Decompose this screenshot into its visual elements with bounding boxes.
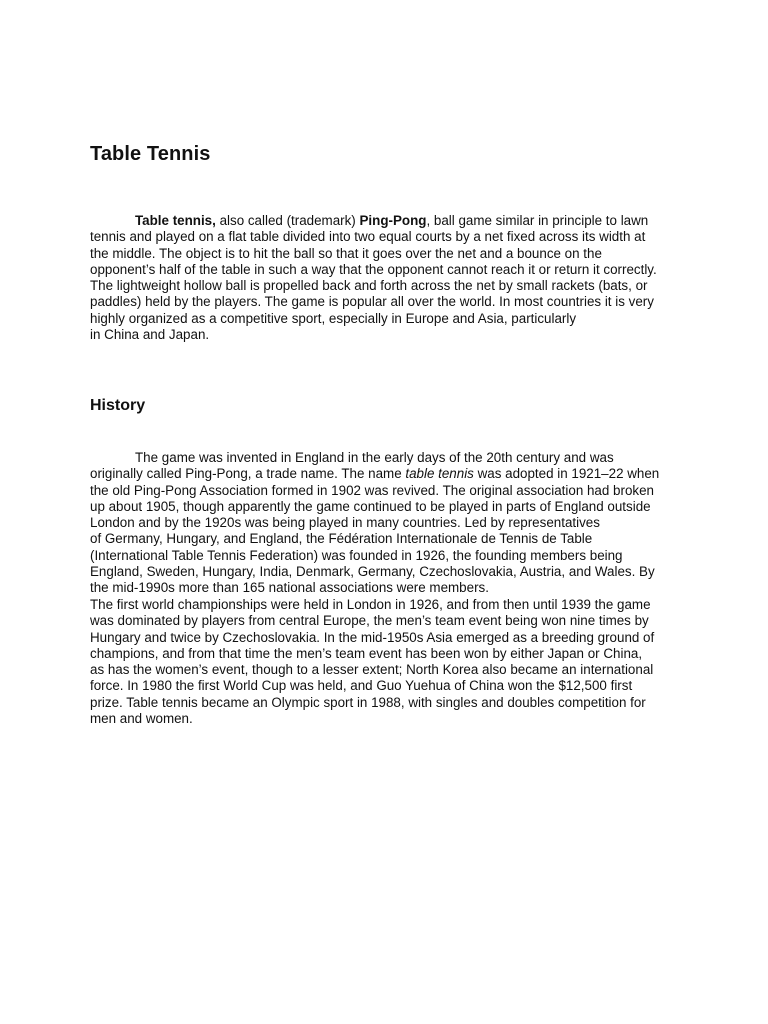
text-line: in China and Japan.	[90, 327, 210, 343]
text-line: The lightweight hollow ball is propelled back and forth across the net by small rackets (bats, or	[90, 278, 648, 294]
history-paragraph-2	[90, 597, 690, 727]
text-line: men and women.	[90, 711, 193, 727]
text-line: force. In 1980 the first World Cup was held, and Guo Yuehua of China won the $12,500 first	[90, 678, 633, 694]
text-line: (International Table Tennis Federation) was founded in 1926, the founding members being	[90, 547, 623, 563]
text-line: Hungary and twice by Czechoslovakia. In the mid-1950s Asia emerged as a breeding ground of	[90, 629, 655, 645]
text-line: The game was invented in England in the early days of the 20th century and was	[135, 450, 614, 465]
text-line: was dominated by players from central Europe, the men’s team event being won nine times by	[90, 613, 649, 629]
text-line: The first world championships were held in London in 1926, and from then until 1939 the game	[90, 597, 651, 612]
text-line: England, Sweden, Hungary, India, Denmark, Germany, Czechoslovakia, Austria, and Wales. By	[90, 564, 655, 580]
text-line: the old Ping-Pong Association formed in 1902 was revived. The original association had broken	[90, 482, 654, 498]
history-paragraph-1	[90, 450, 690, 597]
section-heading-history: History	[90, 397, 146, 414]
text-line: as has the women’s event, though to a lesser extent; North Korea also became an international	[90, 662, 654, 678]
text-line: up about 1905, though apparently the game continued to be played in parts of England outside	[90, 498, 651, 514]
term-ping-pong: Ping-Pong	[359, 213, 427, 228]
intro-paragraph	[90, 213, 690, 343]
text-line: the middle. The object is to hit the ball so that it goes over the net and a bounce on the	[90, 245, 602, 261]
text-line: opponent’s half of the table in such a way that the opponent cannot reach it or return it correctly.	[90, 261, 657, 277]
term-table-tennis: Table tennis,	[135, 213, 216, 228]
text-line: originally called Ping-Pong, a trade name. The name table tennis was adopted in 1921–22 when	[90, 466, 660, 482]
text-line: London and by the 1920s was being played in many countries. Led by representatives	[90, 515, 600, 531]
intro-first-line: Table tennis, also called (trademark) Ping-Pong, ball game similar in principle to lawn	[135, 213, 649, 228]
page-title: Table Tennis	[90, 143, 211, 165]
term-table-tennis-italic: table tennis	[405, 466, 474, 482]
text-line: tennis and played on a flat table divided into two equal courts by a net fixed across its width at	[90, 229, 646, 245]
text-line: champions, and from that time the men’s team event has been won by either Japan or China,	[90, 645, 643, 661]
text-line: the mid-1990s more than 165 national associations were members.	[90, 580, 489, 596]
text-line: highly organized as a competitive sport, especially in Europe and Asia, particularly	[90, 310, 577, 326]
text-line: paddles) held by the players. The game is popular all over the world. In most countries it is very	[90, 294, 654, 310]
text-line: prize. Table tennis became an Olympic sport in 1988, with singles and doubles competition for	[90, 694, 646, 710]
text-line: of Germany, Hungary, and England, the Fédération Internationale de Tennis de Table	[90, 531, 593, 547]
